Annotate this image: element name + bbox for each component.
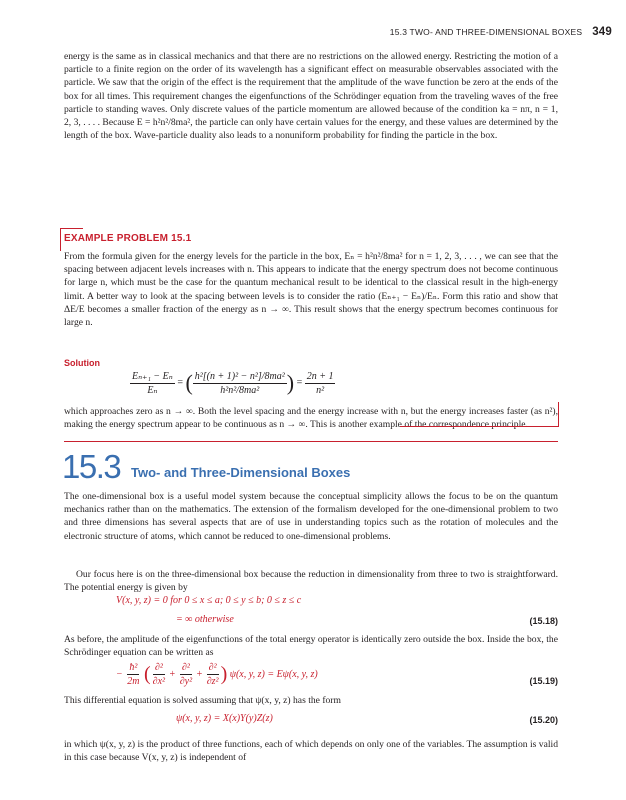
- equation-number-15-19: (15.19): [529, 676, 558, 686]
- equation-number-15-20: (15.20): [529, 715, 558, 725]
- example-problem-text: From the formula given for the energy levels for the particle in the box, Eₙ = h²n²/8ma² for n = 1, 2, 3, . . . , we can see that the spacing between adjacent levels increases with n. This appears to indicate that the energy spectrum does not become continuous for large n, which must be the case for the quantum mechanical result to be identical to the classical result in the high-energy limit. A better way to look at the spacing between levels is to consider the ratio (Eₙ₊₁ − Eₙ)/Eₙ. Form this ratio and show that ΔE/E becomes a smaller fraction of the energy as n → ∞. This result shows that the energy spectrum becomes continuous for large n.: [64, 251, 558, 329]
- example-bracket-bottom: [400, 402, 559, 427]
- equation-15-20: ψ(x, y, z) = X(x)Y(y)Z(z): [176, 713, 273, 724]
- middle-fraction: $\frac{\text{h²[(n + 1)² − n²]/8ma²}}{\text{h²n²/8ma²}}$: [194, 370, 285, 396]
- lhs-fraction: $\frac{\text{Eₙ₊₁ − Eₙ}}{\text{Eₙ}}$: [132, 370, 173, 396]
- equation-15-18-line-2: = ∞ otherwise: [176, 614, 234, 625]
- equation-number-15-18: (15.18): [529, 616, 558, 626]
- page-number: 349: [592, 26, 612, 38]
- section-number: 15.3: [62, 448, 121, 485]
- equation-15-18-line-1: V(x, y, z) = 0 for 0 ≤ x ≤ a; 0 ≤ y ≤ b; 0 ≤ z ≤ c: [116, 595, 302, 606]
- section-paragraph-4: This differential equation is solved assuming that ψ(x, y, z) has the form: [64, 695, 341, 706]
- running-header: [390, 26, 612, 38]
- solution-equation: $\frac{\text{Eₙ₊₁ − Eₙ}}{\text{Eₙ}}$ = ( $\frac{\text{h²[(n + 1)² − n²]/8ma²}}{\text{h²n²/8ma²}}$ ) = $\frac{2n + 1}{\text{n²}}$: [132, 370, 334, 396]
- section-title: Two- and Three-Dimensional Boxes: [131, 465, 351, 480]
- rhs-fraction: $\frac{2n + 1}{\text{n²}}$: [306, 370, 334, 396]
- section-paragraph-5: in which ψ(x, y, z) is the product of three functions, each of which depends on only one of the variables. The assumption is valid in this case because V(x, y, z) is independent of: [64, 739, 558, 764]
- example-title: EXAMPLE PROBLEM 15.1: [64, 233, 192, 244]
- section-paragraph-2: Our focus here is on the three-dimensional box because the reduction in dimensionality from three to two is straightforward. The potential energy is given by: [64, 569, 558, 594]
- solution-text: which approaches zero as n → ∞. Both the level spacing and the energy increase with n, but the energy increases faster (as n²), making the energy spectrum appear to be continuous as n → ∞. This is another example of the correspondence principle.: [64, 406, 558, 431]
- section-paragraph-1: The one-dimensional box is a useful model system because the conceptual simplicity allows the focus to be on the quantum mechanics rather than on the mathematics. The extension of the formalism developed for the one-dimensional problem to two and three dimensions has several aspects that are of use in understanding topics such as the rotation of molecules and the electronic structure of atoms, which cannot be reduced to one-dimensional problems.: [64, 491, 558, 542]
- section-paragraph-3: As before, the amplitude of the eigenfunctions of the total energy operator is identically zero outside the box. Inside the box, the Schrödinger equation can be written as: [64, 634, 558, 659]
- running-title: 15.3 TWO- AND THREE-DIMENSIONAL BOXES: [389, 27, 583, 37]
- section-divider: [64, 441, 558, 442]
- equation-15-19: − $\frac{\text{ħ²}}{2m}$ ( $\frac{\text{∂²}}{\text{∂x²}}$ + $\frac{\text{∂²}}{\text{∂y²}}$ + $\frac{\text{∂²}}{\text{∂z²}}$ ) ψ(x, y, z) = Eψ(x, y, z): [116, 662, 318, 687]
- solution-label: Solution: [64, 358, 100, 368]
- intro-paragraph: energy is the same as in classical mechanics and that there are no restrictions on the allowed energy. Restricting the motion of a particle to a finite region on the order of its wavelength has a significant effect on measurable observables associated with the particle. We saw that the origin of the effect is the requirement that the amplitude of the wave function be zero at the ends of the box for all times. This requirement changes the eigenfunctions of the Schrödinger equation from the traveling waves of the free particle to standing waves. Only discrete values of the particle momentum are allowed because of the condition ka = nπ, n = 1, 2, 3, . . . . Because E = h²n²/8ma², the particle can only have certain values for the energy, and these values are determined by the length of the box. Wave-particle duality also leads to a nonuniform probability for finding the particle in the box.: [64, 51, 558, 142]
